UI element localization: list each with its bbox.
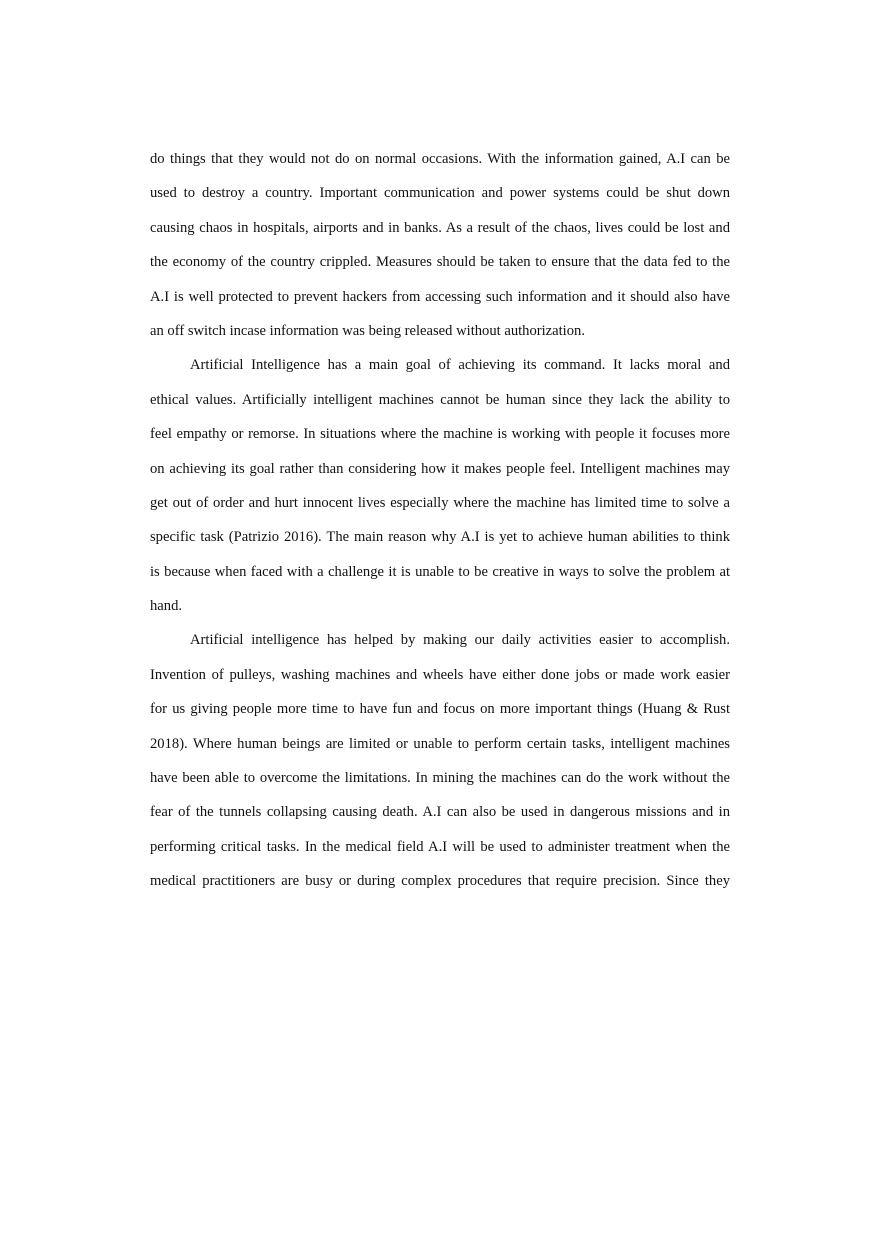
body-text [150,142,730,899]
paragraph-line: Invention of pulleys, washing machines and wheels have either done jobs or made work easier [150,666,730,683]
paragraph-line: hand. [150,598,183,615]
paragraph-line: feel empathy or remorse. In situations where the machine is working with people it focuses more [150,426,730,443]
paragraph-line: specific task (Patrizio 2016). The main reason why A.I is yet to achieve human abilities to think [150,529,730,546]
paragraph-line: used to destroy a country. Important communication and power systems could be shut down [150,185,730,202]
paragraph-line: an off switch incase information was being released without authorization. [150,322,585,339]
paragraph-line: A.I is well protected to prevent hackers from accessing such information and it should also have [150,288,730,305]
paragraph-line: for us giving people more time to have fun and focus on more important things (Huang & Rust [150,701,730,718]
paragraph-line: Artificial intelligence has helped by making our daily activities easier to accomplish. [190,632,730,649]
paragraph-2 [150,348,730,623]
paragraph-line: do things that they would not do on normal occasions. With the information gained, A.I can be [150,151,730,167]
paragraph-line: 2018). Where human beings are limited or unable to perform certain tasks, intelligent machines [150,735,730,752]
paragraph-line: performing critical tasks. In the medical field A.I will be used to administer treatment when the [150,838,730,855]
paragraph-line: ethical values. Artificially intelligent machines cannot be human since they lack the ability to [150,391,730,408]
paragraph-line: the economy of the country crippled. Measures should be taken to ensure that the data fed to the [150,254,730,271]
paragraph-line: causing chaos in hospitals, airports and in banks. As a result of the chaos, lives could be lost and [150,219,730,236]
paragraph-line: medical practitioners are busy or during complex procedures that require precision. Since they [150,873,730,890]
paragraph-line: fear of the tunnels collapsing causing death. A.I can also be used in dangerous missions and in [150,804,730,821]
paragraph-line: have been able to overcome the limitations. In mining the machines can do the work without the [150,770,730,787]
paragraph-3 [150,623,730,898]
paragraph-line: get out of order and hurt innocent lives especially where the machine has limited time to solve a [150,494,730,511]
paragraph-line: on achieving its goal rather than considering how it makes people feel. Intelligent machines may [150,460,730,477]
paragraph-line: is because when faced with a challenge it is unable to be creative in ways to solve the problem at [150,563,730,580]
paragraph-1 [150,142,730,348]
paragraph-line: Artificial Intelligence has a main goal of achieving its command. It lacks moral and [190,357,730,374]
